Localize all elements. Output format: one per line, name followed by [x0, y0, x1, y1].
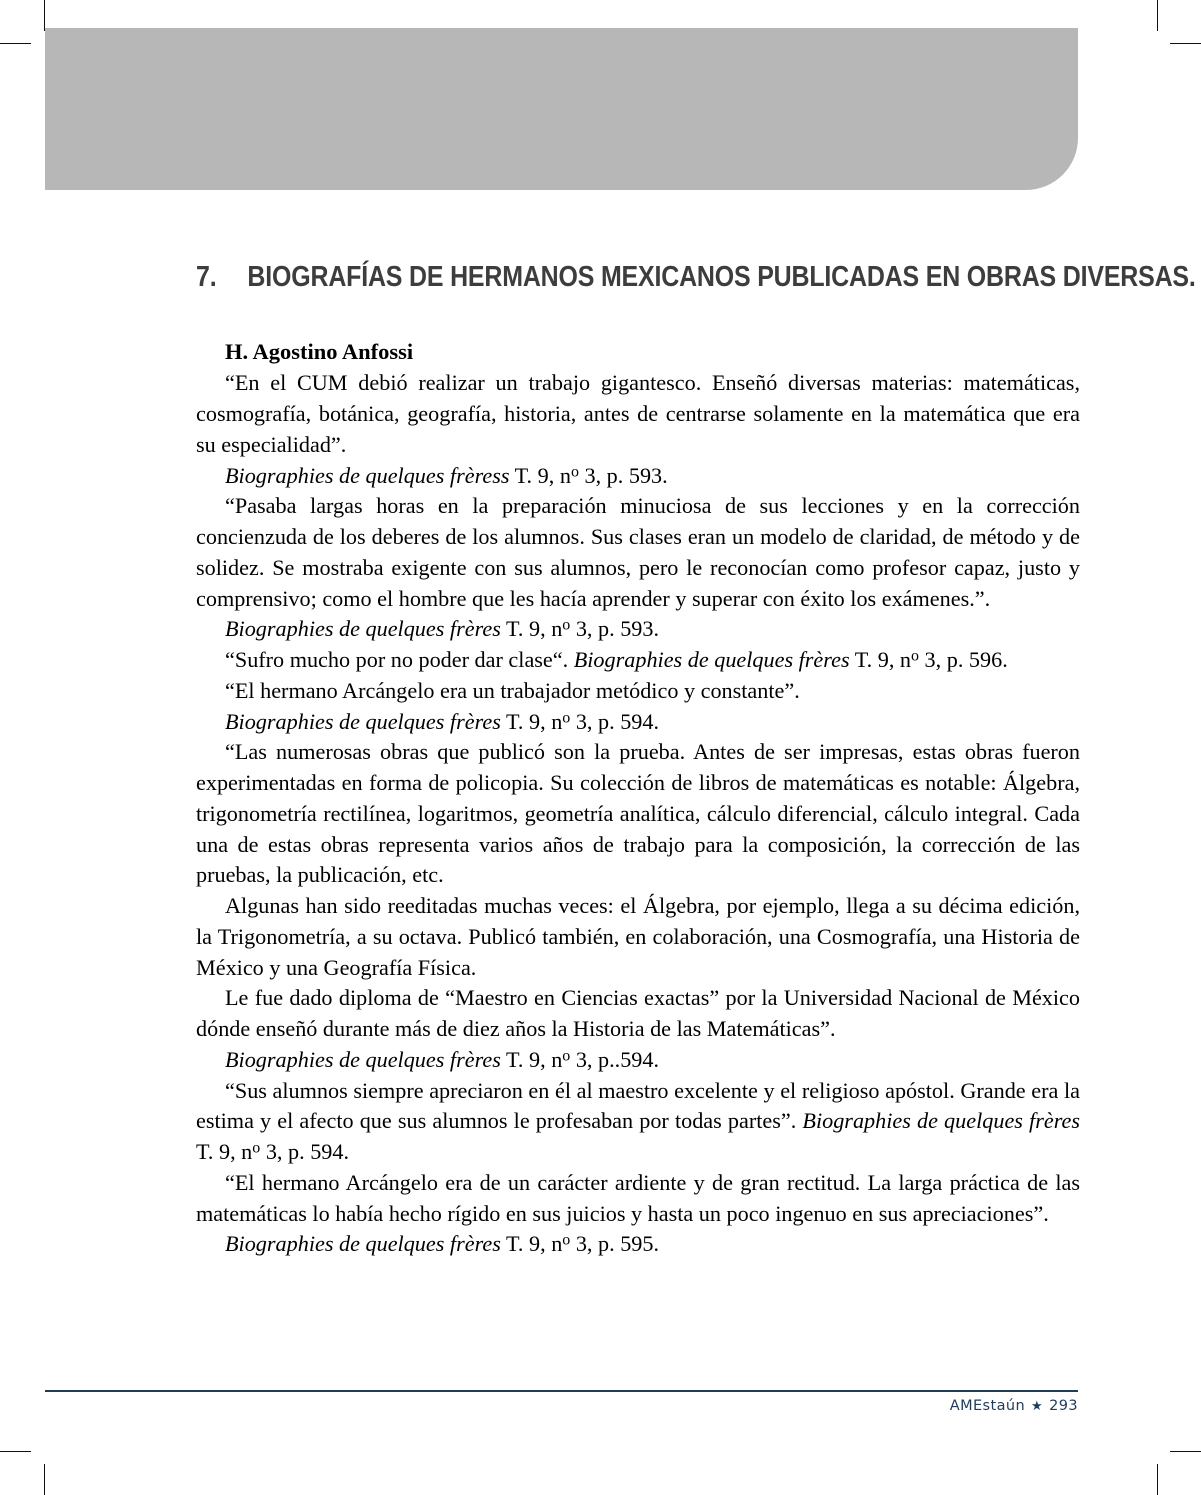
citation-5	[196, 1229, 1080, 1260]
citation-page: 3, p. 593.	[570, 616, 660, 642]
citation-ordinal-superscript: o	[562, 616, 571, 634]
page-content	[196, 261, 1196, 1260]
paragraph-quote-4: “Las numerosas obras que publicó son la prueba. Antes de ser impresas, estas obras fueron experimentadas en forma de policopia. Su colección de libros de matemáticas es notable: Álgebra, trigonometría rectilínea, logaritmos, geometría analítica, cálculo diferencial, cálculo integral. Cada una de estas obras representa varios años de trabajo para la composición, la corrección de las pruebas, la publicación, etc.	[196, 739, 1080, 888]
footer-author: AMEstaún	[949, 1398, 1026, 1414]
star-icon: ★	[1031, 1399, 1044, 1414]
citation-page: 3, p. 593.	[578, 462, 668, 488]
section-title: BIOGRAFÍAS DE HERMANOS MEXICANOS PUBLICADAS EN OBRAS DIVERSAS.	[247, 261, 1196, 293]
citation-volume: T. 9, n	[509, 462, 571, 488]
citation-title: Biographies de quelques frères	[225, 1046, 501, 1072]
paragraph-quote-3: “El hermano Arcángelo era un trabajador metódico y constante”.	[225, 677, 800, 703]
header-decorative-band	[45, 28, 1078, 190]
citation-2	[196, 614, 1080, 645]
paragraph-quote-8: “El hermano Arcángelo era de un carácter ardiente y de gran rectitud. La larga práctica de las matemáticas lo había hecho rígido en sus juicios y hasta un poco ingenuo en sus apreciaciones”.	[196, 1169, 1080, 1226]
citation-page: 3, p. 594.	[570, 708, 660, 734]
citation-page: 3, p. 594.	[260, 1139, 350, 1165]
citation-ordinal-superscript: o	[252, 1139, 261, 1157]
footer	[950, 1398, 1078, 1414]
citation-ordinal-superscript: o	[562, 1047, 571, 1065]
crop-mark-top-right-vertical	[1157, 0, 1158, 31]
citation-title: Biographies de quelques frères	[225, 708, 501, 734]
subsection-heading: H. Agostino Anfossi	[225, 339, 414, 365]
citation-page: 3, p. 596.	[919, 647, 1008, 673]
citation-1	[196, 461, 1080, 492]
citation-volume: T. 9, n	[500, 616, 563, 642]
citation-title: Biographies de quelques frères	[802, 1108, 1080, 1134]
citation-volume: T. 9, n	[196, 1139, 253, 1165]
paragraph-6: Le fue dado diploma de “Maestro en Ciencias exactas” por la Universidad Nacional de México dónde enseñó durante más de diez años la Historia de las Matemáticas”.	[196, 985, 1080, 1042]
crop-mark-bottom-left-horizontal	[0, 1451, 31, 1452]
footer-rule	[45, 1390, 1078, 1392]
citation-volume: T. 9, n	[500, 1046, 563, 1072]
crop-mark-bottom-right-horizontal	[1170, 1451, 1201, 1452]
citation-title: Biographies de quelques frères	[225, 1231, 501, 1257]
citation-3	[196, 707, 1080, 738]
paragraph-5: Algunas han sido reeditadas muchas veces: el Álgebra, por ejemplo, llega a su décima edición, la Trigonometría, a su octava. Publicó también, en colaboración, una Cosmografía, una Historia de México y una Geografía Física.	[196, 893, 1080, 980]
citation-volume: T. 9, n	[500, 1231, 563, 1257]
citation-page: 3, p..594.	[570, 1046, 660, 1072]
crop-mark-top-right-horizontal	[1170, 43, 1201, 44]
page-number: 293	[1049, 1398, 1078, 1414]
citation-title: Biographies de quelques frèress	[225, 462, 510, 488]
citation-title: Biographies de quelques frères	[225, 616, 501, 642]
paragraph-quote-7	[196, 1076, 1080, 1168]
quote-lead: “Sufro mucho por no poder dar clase“.	[225, 647, 574, 673]
citation-ordinal-superscript: o	[570, 463, 579, 481]
quote-citation-1	[196, 645, 1080, 676]
section-number: 7.	[196, 261, 217, 293]
citation-volume: T. 9, n	[849, 647, 912, 673]
crop-mark-bottom-right-vertical	[1157, 1464, 1158, 1495]
crop-mark-top-left-vertical	[44, 0, 45, 31]
crop-mark-top-left-horizontal	[0, 43, 31, 44]
crop-mark-bottom-left-vertical	[44, 1464, 45, 1495]
citation-ordinal-superscript: o	[562, 1231, 571, 1249]
citation-volume: T. 9, n	[500, 708, 563, 734]
citation-4	[196, 1045, 1080, 1076]
paragraph-quote-1: “En el CUM debió realizar un trabajo gigantesco. Enseñó diversas materias: matemáticas, cosmografía, botánica, geografía, historia, antes de centrarse solamente en la matemática que era su especialidad”.	[196, 370, 1080, 457]
section-heading	[196, 261, 1196, 293]
citation-ordinal-superscript: o	[562, 709, 571, 727]
paragraph-quote-2: “Pasaba largas horas en la preparación minuciosa de sus lecciones y en la corrección concienzuda de los deberes de los alumnos. Sus clases eran un modelo de claridad, de método y de solidez. Se mostraba exigente con sus alumnos, pero le reconocían como profesor capaz, justo y comprensivo; como el hombre que les hacía aprender y superar con éxito los exámenes.”.	[196, 493, 1080, 611]
citation-page: 3, p. 595.	[570, 1231, 660, 1257]
quote-lead: “Sus alumnos siempre apreciaron en él al maestro excelente y el religioso apóstol. Grande era la estima y el afecto que sus alumnos le profesaban por todas partes”.	[196, 1077, 1080, 1134]
citation-ordinal-superscript: o	[911, 647, 919, 665]
citation-title: Biographies de quelques frères	[573, 647, 850, 673]
